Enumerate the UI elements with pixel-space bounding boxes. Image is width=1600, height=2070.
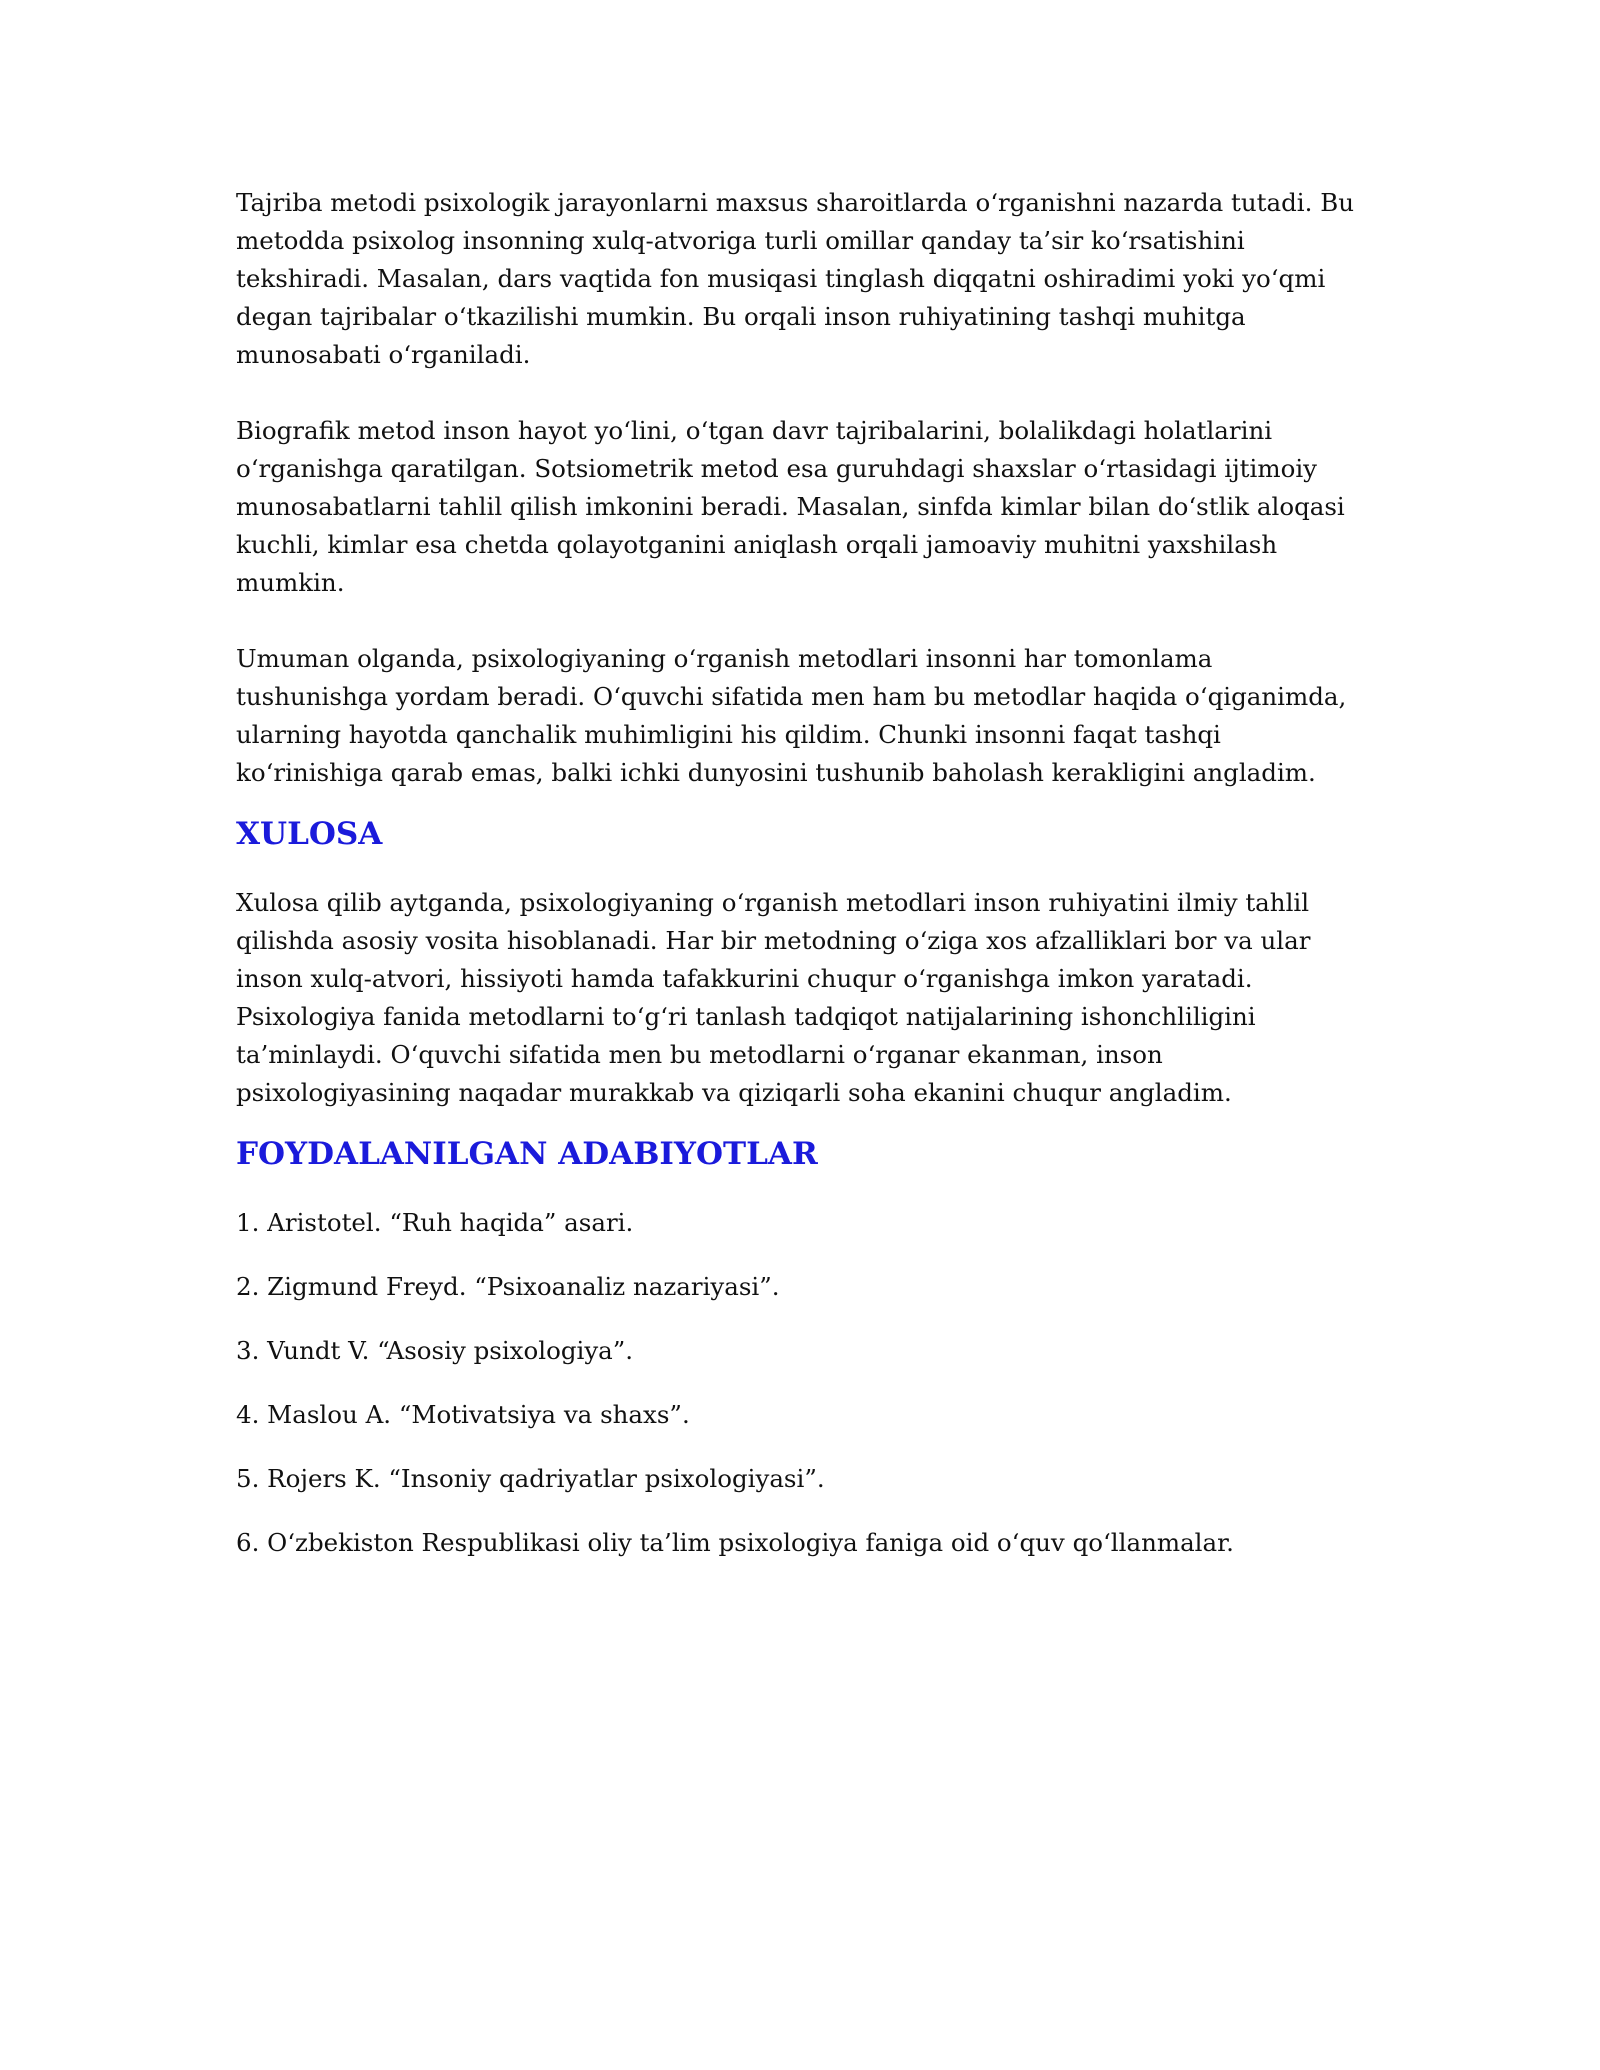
- paragraph-general-summary: Umuman olganda, psixologiyaning o‘rganish metodlari insonni har tomonlama tushunishga yordam beradi. O‘quvchi sifatida men ham bu metodlar haqida o‘qiganimda, ularning hayotda qanchalik muhimligini his qildim. Chunki insonni faqat tashqi ko‘rinishiga qarab emas, balki ichki dunyosini tushunib baholash kerakligini angladim.: [236, 644, 1347, 787]
- conclusion-paragraph: Xulosa qilib aytganda, psixologiyaning o‘rganish metodlari inson ruhiyatini ilmiy tahlil qilishda asosiy vosita hisoblanadi. Har bir metodning o‘ziga xos afzalliklari bor va ular inson xulq-atvori, hissiyoti hamda tafakkurini chuqur o‘rganishga imkon yaratadi. Psixologiya fanida metodlarni to‘g‘ri tanlash tadqiqot natijalarining ishonchliligini ta’minlaydi. O‘quvchi sifatida men bu metodlarni o‘rganar ekanman, inson psixologiyasining naqadar murakkab va qiziqarli soha ekanini chuqur angladim.: [236, 888, 1311, 1107]
- reference-item: 3. Vundt V. “Asosiy psixologiya”.: [236, 1336, 634, 1365]
- references-heading: FOYDALANILGAN ADABIYOTLAR: [236, 1136, 818, 1172]
- paragraph-experiment-method: Tajriba metodi psixologik jarayonlarni maxsus sharoitlarda o‘rganishni nazarda tutadi. Bu metodda psixolog insonning xulq-atvoriga turli omillar qanday ta’sir ko‘rsatishini tekshiradi. Masalan, dars vaqtida fon musiqasi tinglash diqqatni oshiradimi yoki yo‘qmi degan tajribalar o‘tkazilishi mumkin. Bu orqali inson ruhiyatining tashqi muhitga munosabati o‘rganiladi.: [236, 188, 1355, 369]
- reference-item: 4. Maslou A. “Motivatsiya va shaxs”.: [236, 1400, 690, 1429]
- reference-item: 2. Zigmund Freyd. “Psixoanaliz nazariyasi”.: [236, 1272, 780, 1301]
- reference-item: 5. Rojers K. “Insoniy qadriyatlar psixologiyasi”.: [236, 1464, 825, 1493]
- paragraph-biographic-method: Biografik metod inson hayot yo‘lini, o‘tgan davr tajribalarini, bolalikdagi holatlarini o‘rganishga qaratilgan. Sotsiometrik metod esa guruhdagi shaxslar o‘rtasidagi ijtimoiy munosabatlarni tahlil qilish imkonini beradi. Masalan, sinfda kimlar bilan do‘stlik aloqasi kuchli, kimlar esa chetda qolayotganini aniqlash orqali jamoaviy muhitni yaxshilash mumkin.: [236, 416, 1345, 597]
- reference-item: 6. O‘zbekiston Respublikasi oliy ta’lim psixologiya faniga oid o‘quv qo‘llanmalar.: [236, 1528, 1234, 1557]
- conclusion-heading: XULOSA: [236, 816, 383, 852]
- reference-item: 1. Aristotel. “Ruh haqida” asari.: [236, 1208, 634, 1237]
- references-list: [236, 1204, 1366, 1562]
- document-content: [236, 184, 1366, 1588]
